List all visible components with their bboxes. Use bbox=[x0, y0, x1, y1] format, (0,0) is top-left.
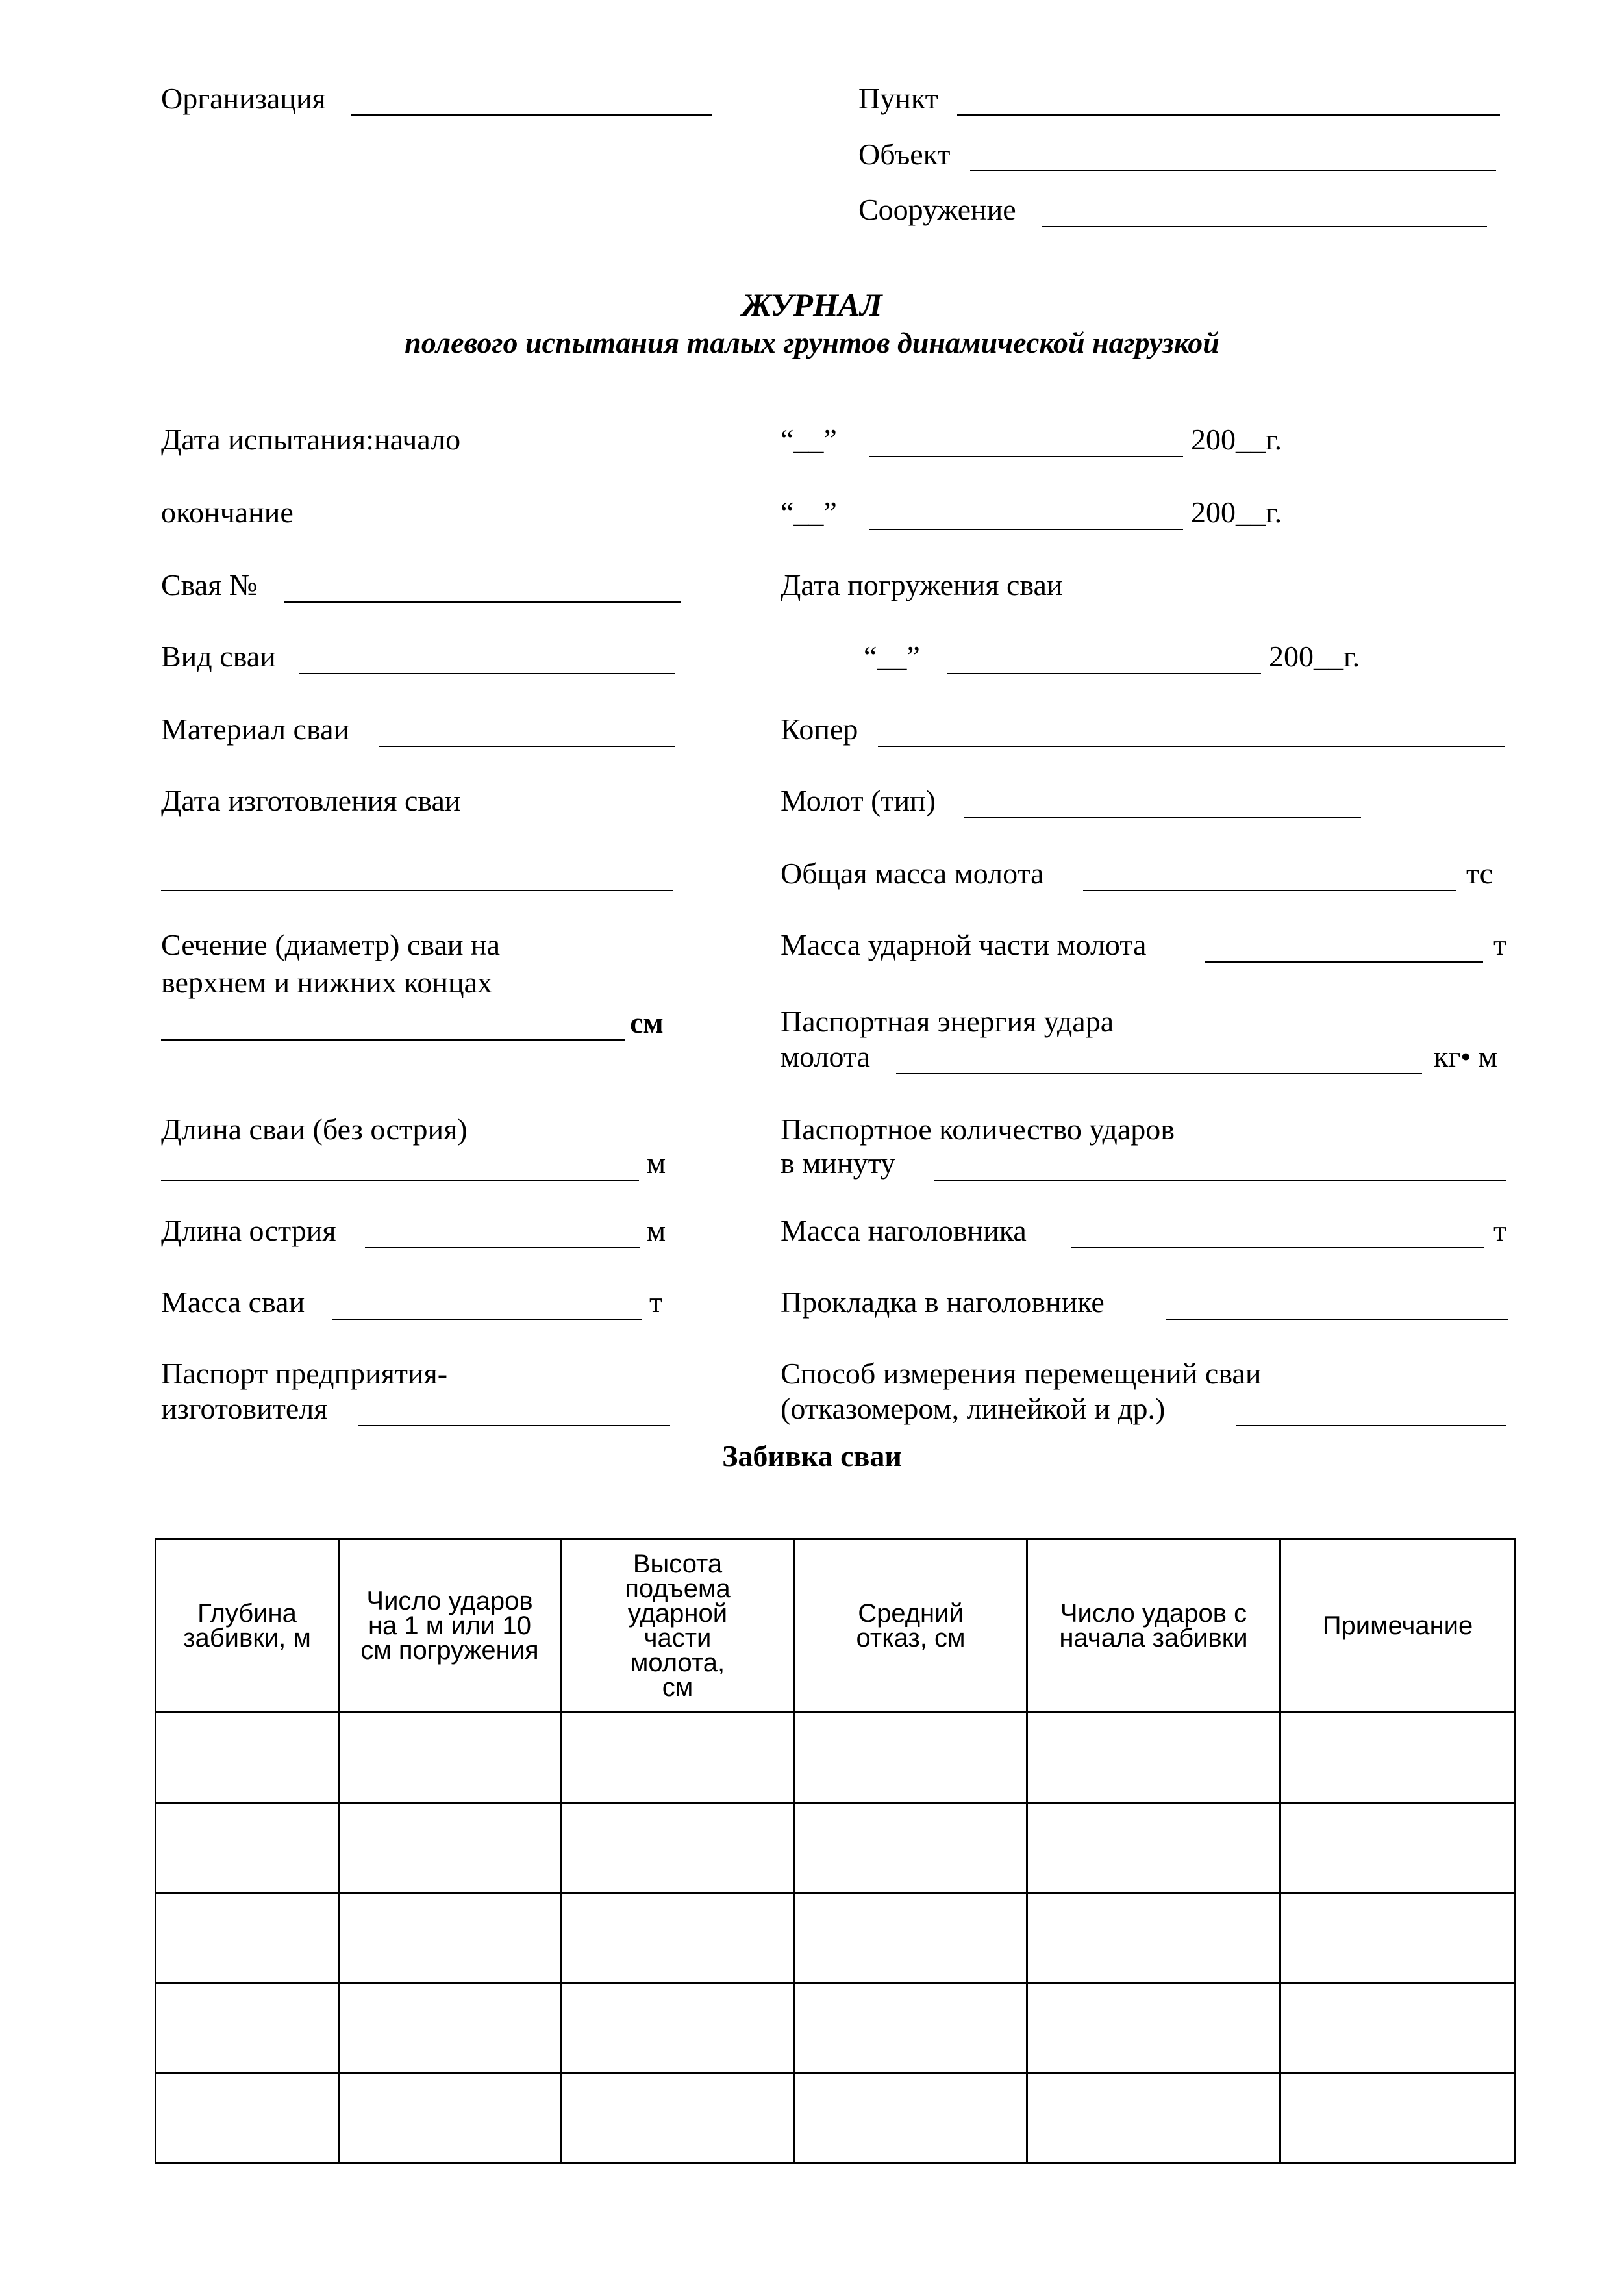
test-date-end-line[interactable] bbox=[869, 529, 1183, 530]
pile-mass-line[interactable] bbox=[332, 1319, 642, 1320]
table-cell[interactable] bbox=[1280, 1893, 1516, 1983]
passport-energy-unit: кг• м bbox=[1434, 1040, 1497, 1073]
measurement-line[interactable] bbox=[1236, 1425, 1506, 1426]
pile-no-label: Свая № bbox=[161, 568, 258, 601]
test-date-start-quote: “__” bbox=[781, 423, 837, 456]
header-hammer-lift-height: Высота подъема ударной части молота, см bbox=[561, 1539, 795, 1713]
impact-part-mass-unit: т bbox=[1493, 928, 1507, 961]
table-cell[interactable] bbox=[561, 1713, 795, 1803]
table-row bbox=[156, 1802, 1516, 1893]
object-line[interactable] bbox=[970, 170, 1496, 171]
blows-per-minute-label-line2: в минуту bbox=[781, 1146, 896, 1180]
pile-material-label: Материал сваи bbox=[161, 713, 350, 746]
test-date-start-year: 200__г. bbox=[1191, 423, 1282, 456]
test-date-end-year: 200__г. bbox=[1191, 496, 1282, 529]
punkt-line[interactable] bbox=[957, 114, 1500, 116]
table-cell[interactable] bbox=[795, 1983, 1027, 2073]
pile-length-unit: м bbox=[647, 1146, 666, 1180]
helmet-pad-label: Прокладка в наголовнике bbox=[781, 1285, 1105, 1319]
table-cell[interactable] bbox=[1027, 1983, 1280, 2073]
section-unit: см bbox=[630, 1006, 664, 1039]
table-cell[interactable] bbox=[561, 1893, 795, 1983]
immersion-date-year: 200__г. bbox=[1269, 640, 1360, 673]
passport-energy-label-line1: Паспортная энергия удара bbox=[781, 1005, 1114, 1038]
punkt-label: Пункт bbox=[858, 82, 938, 115]
hammer-total-mass-label: Общая масса молота bbox=[781, 857, 1044, 890]
pile-immersion-date-label: Дата погружения сваи bbox=[781, 568, 1063, 601]
pile-no-line[interactable] bbox=[284, 601, 681, 603]
object-label: Объект bbox=[858, 138, 951, 171]
test-date-start-label: Дата испытания:начало bbox=[161, 423, 461, 456]
table-cell[interactable] bbox=[156, 1802, 339, 1893]
table-cell[interactable] bbox=[1027, 2073, 1280, 2164]
organization-line[interactable] bbox=[351, 114, 712, 116]
table-cell[interactable] bbox=[561, 1802, 795, 1893]
passport-energy-label-line2: молота bbox=[781, 1040, 870, 1073]
pile-mass-label: Масса сваи bbox=[161, 1285, 305, 1319]
table-cell[interactable] bbox=[156, 1893, 339, 1983]
table-row bbox=[156, 1983, 1516, 2073]
header-average-refusal: Средний отказ, см bbox=[795, 1539, 1027, 1713]
tip-length-line[interactable] bbox=[365, 1247, 640, 1248]
table-row bbox=[156, 1893, 1516, 1983]
table-cell[interactable] bbox=[156, 1983, 339, 2073]
table-row bbox=[156, 1713, 1516, 1803]
journal-title: ЖУРНАЛ bbox=[742, 286, 882, 323]
section-label-line1: Сечение (диаметр) сваи на bbox=[161, 928, 501, 961]
structure-label: Сооружение bbox=[858, 193, 1016, 226]
section-title: Забивка сваи bbox=[722, 1439, 902, 1472]
pile-type-line[interactable] bbox=[299, 673, 675, 674]
pile-driving-table bbox=[155, 1538, 1516, 2164]
blows-per-minute-label-line1: Паспортное количество ударов bbox=[781, 1113, 1175, 1146]
helmet-pad-line[interactable] bbox=[1166, 1319, 1508, 1320]
hammer-type-line[interactable] bbox=[964, 817, 1361, 818]
table-cell[interactable] bbox=[795, 2073, 1027, 2164]
table-cell[interactable] bbox=[339, 1713, 561, 1803]
helmet-mass-line[interactable] bbox=[1071, 1247, 1484, 1248]
manufacture-date-line[interactable] bbox=[161, 890, 673, 891]
pile-length-label: Длина сваи (без острия) bbox=[161, 1113, 468, 1146]
header-depth: Глубина забивки, м bbox=[156, 1539, 339, 1713]
header-total-blows: Число ударов с начала забивки bbox=[1027, 1539, 1280, 1713]
hammer-total-mass-unit: тс bbox=[1466, 857, 1493, 890]
table-cell[interactable] bbox=[1027, 1802, 1280, 1893]
structure-line[interactable] bbox=[1042, 226, 1487, 227]
measurement-label-line2: (отказомером, линейкой и др.) bbox=[781, 1392, 1166, 1425]
table-cell[interactable] bbox=[561, 2073, 795, 2164]
table-cell[interactable] bbox=[1280, 1802, 1516, 1893]
pile-type-label: Вид сваи bbox=[161, 640, 276, 673]
pile-driver-label: Копер bbox=[781, 713, 858, 746]
pile-length-line[interactable] bbox=[161, 1180, 639, 1181]
helmet-mass-label: Масса наголовника bbox=[781, 1214, 1027, 1247]
header-note: Примечание bbox=[1280, 1539, 1516, 1713]
table-header-row bbox=[156, 1539, 1516, 1713]
hammer-type-label: Молот (тип) bbox=[781, 784, 936, 817]
test-date-end-quote: “__” bbox=[781, 496, 837, 529]
table-row bbox=[156, 2073, 1516, 2164]
table-cell[interactable] bbox=[1027, 1893, 1280, 1983]
passport-label-line2: изготовителя bbox=[161, 1392, 328, 1425]
table-cell[interactable] bbox=[1280, 2073, 1516, 2164]
blows-per-minute-line[interactable] bbox=[934, 1180, 1506, 1181]
table-cell[interactable] bbox=[795, 1893, 1027, 1983]
helmet-mass-unit: т bbox=[1493, 1214, 1507, 1247]
table-cell[interactable] bbox=[339, 1802, 561, 1893]
table-cell[interactable] bbox=[795, 1802, 1027, 1893]
pile-driver-line[interactable] bbox=[878, 746, 1505, 747]
impact-part-mass-line[interactable] bbox=[1205, 961, 1483, 963]
hammer-total-mass-line[interactable] bbox=[1083, 890, 1456, 891]
test-date-start-line[interactable] bbox=[869, 456, 1183, 457]
immersion-date-line[interactable] bbox=[947, 673, 1261, 674]
measurement-label-line1: Способ измерения перемещений сваи bbox=[781, 1357, 1262, 1390]
test-date-end-label: окончание bbox=[161, 496, 294, 529]
table-cell[interactable] bbox=[339, 1983, 561, 2073]
tip-length-label: Длина острия bbox=[161, 1214, 336, 1247]
table-cell[interactable] bbox=[339, 1893, 561, 1983]
section-label-line2: верхнем и нижних концах bbox=[161, 966, 493, 999]
table-cell[interactable] bbox=[1280, 1983, 1516, 2073]
pile-mass-unit: т bbox=[649, 1285, 663, 1319]
table-cell[interactable] bbox=[1027, 1713, 1280, 1803]
table-cell[interactable] bbox=[561, 1983, 795, 2073]
header-blows-per-depth: Число ударов на 1 м или 10 см погружения bbox=[339, 1539, 561, 1713]
passport-label-line1: Паспорт предприятия- bbox=[161, 1357, 448, 1390]
tip-length-unit: м bbox=[647, 1214, 666, 1247]
passport-line[interactable] bbox=[358, 1425, 670, 1426]
immersion-date-quote: “__” bbox=[864, 640, 920, 673]
section-line[interactable] bbox=[161, 1039, 625, 1041]
pile-material-line[interactable] bbox=[379, 746, 675, 747]
table-cell[interactable] bbox=[1280, 1713, 1516, 1803]
passport-energy-line[interactable] bbox=[896, 1073, 1422, 1074]
table-cell[interactable] bbox=[156, 1713, 339, 1803]
table-cell[interactable] bbox=[339, 2073, 561, 2164]
table-cell[interactable] bbox=[156, 2073, 339, 2164]
organization-label: Организация bbox=[161, 82, 326, 115]
manufacture-date-label: Дата изготовления сваи bbox=[161, 784, 461, 817]
impact-part-mass-label: Масса ударной части молота bbox=[781, 928, 1147, 961]
table-cell[interactable] bbox=[795, 1713, 1027, 1803]
journal-subtitle: полевого испытания талых грунтов динамической нагрузкой bbox=[405, 326, 1219, 359]
